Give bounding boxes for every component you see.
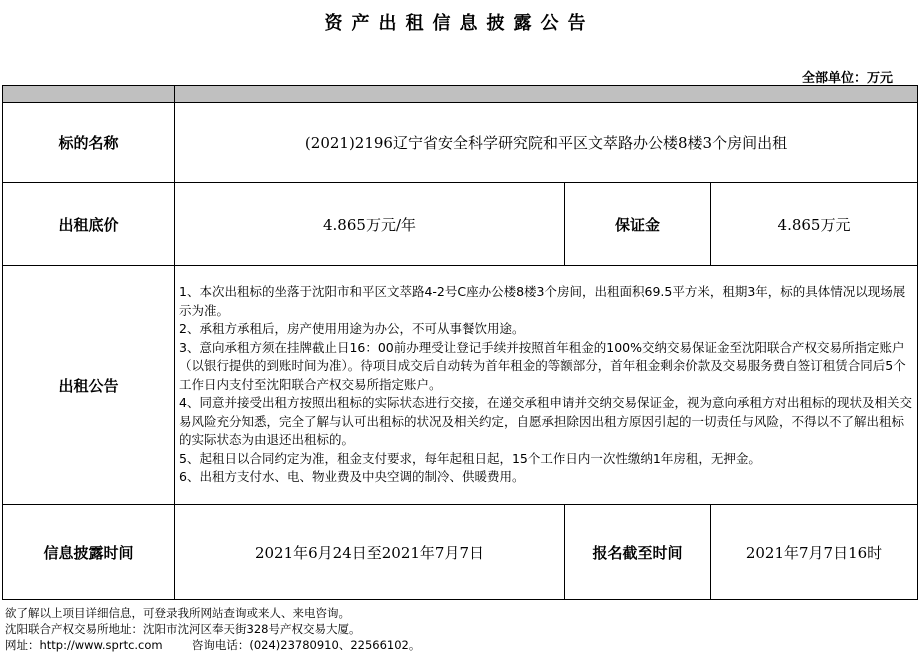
disclosure-time-label: 信息披露时间 [3, 505, 175, 600]
subject-name-row [3, 103, 918, 183]
dates-row [3, 505, 918, 600]
deposit-label: 保证金 [565, 183, 711, 266]
page-title: 资产出租信息披露公告 [324, 13, 595, 34]
notice-item: 3、意向承租方须在挂牌截止日16：00前办理受让登记手续并按照首年租金的100%交纳交易保证金至沈阳联合产权交易所指定账户（以银行提供的到账时间为准）。待项目成交后自动转为首年租金的等额部分，首年租金剩余价款及交易服务费自签订租赁合同后5个工作日内支付至沈阳联合产权交易所指定账户。 [179, 339, 906, 392]
subject-name-label: 标的名称 [3, 103, 175, 183]
registration-deadline-label: 报名截至时间 [565, 505, 711, 600]
reserve-price-value: 4.865万元/年 [175, 183, 565, 266]
subject-name-value: (2021)2196辽宁省安全科学研究院和平区文萃路办公楼8楼3个房间出租 [175, 103, 918, 183]
notice-label: 出租公告 [3, 266, 175, 505]
notice-content [175, 266, 918, 505]
disclosure-time-value: 2021年6月24日至2021年7月7日 [175, 505, 565, 600]
notice-item: 2、承租方承租后，房产使用用途为办公，不可从事餐饮用途。 [179, 321, 525, 337]
header-bar-cell-left [3, 86, 175, 103]
footer-contact-line: 网址：http://www.sprtc.com 咨询电话：(024)23780910、22566102。 [5, 638, 421, 652]
announcement-table [2, 85, 918, 600]
notice-item: 6、出租方支付水、电、物业费及中央空调的制冷、供暖费用。 [179, 469, 525, 485]
deposit-value: 4.865万元 [711, 183, 918, 266]
notice-item: 1、本次出租标的坐落于沈阳市和平区文萃路4-2号C座办公楼8楼3个房间，出租面积69.5平方米，租期3年，标的具体情况以现场展示为准。 [179, 284, 906, 318]
header-bar-row [3, 86, 918, 103]
notice-item: 4、同意并接受出租方按照出租标的实际状态进行交接，在递交承租申请并交纳交易保证金，视为意向承租方对出租标的现状及相关交易风险充分知悉，完全了解与认可出租标的状况及相关约定，自愿承担除因出租方原因引起的一切责任与风险，不得以不了解出租标的实际状态为由退还出租标的。 [179, 395, 912, 448]
footer-address-line: 沈阳联合产权交易所地址：沈阳市沈河区奉天街328号产权交易大厦。 [5, 622, 361, 636]
header-bar-cell-right [175, 86, 918, 103]
price-row [3, 183, 918, 266]
registration-deadline-value: 2021年7月7日16时 [711, 505, 918, 600]
notice-item: 5、起租日以合同约定为准，租金支付要求，每年起租日起，15个工作日内一次性缴纳1年房租，无押金。 [179, 450, 761, 466]
reserve-price-label: 出租底价 [3, 183, 175, 266]
footer-info [5, 605, 420, 653]
notice-row [3, 266, 918, 505]
footer-inquiry-line: 欲了解以上项目详细信息，可登录我所网站查询或来人、来电咨询。 [5, 606, 350, 620]
unit-note: 全部单位：万元 [801, 71, 893, 86]
